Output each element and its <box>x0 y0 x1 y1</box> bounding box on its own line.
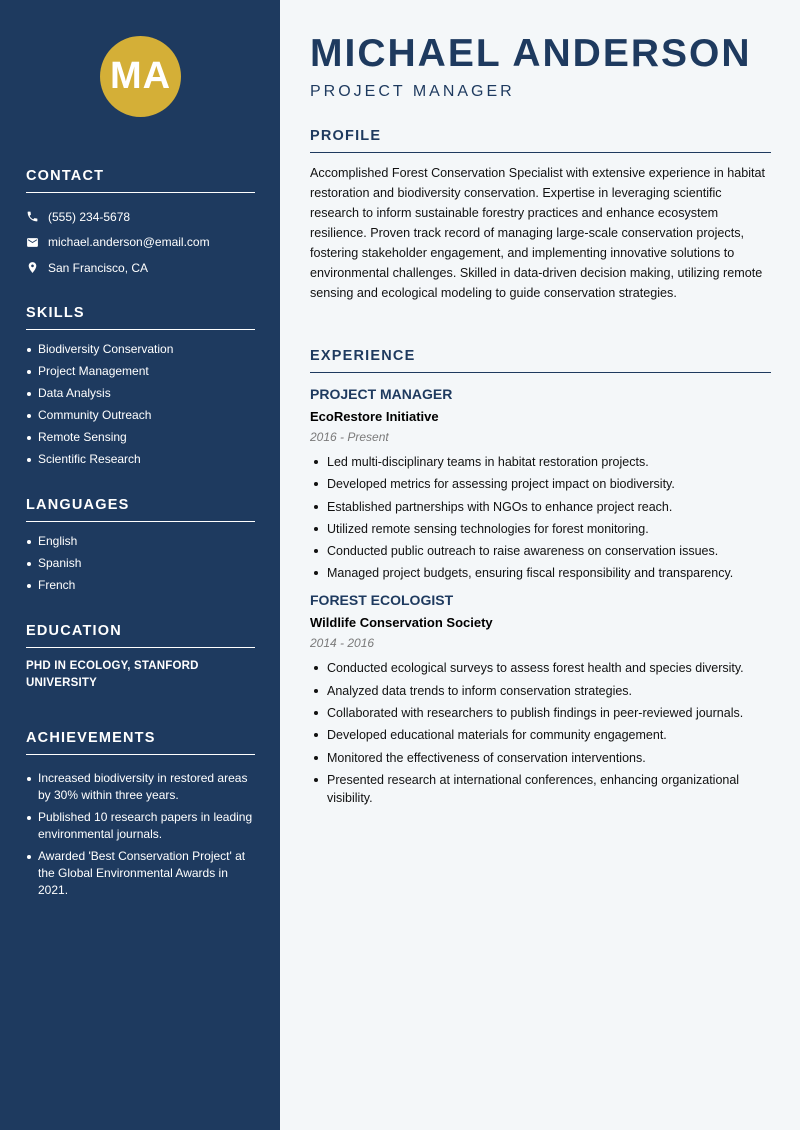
language-item: French <box>26 577 255 594</box>
contact-email <box>26 230 255 256</box>
job-company: EcoRestore Initiative <box>310 409 439 424</box>
profile-section <box>310 128 771 303</box>
education-heading: EDUCATION <box>26 623 255 648</box>
job-bullet: Collaborated with researchers to publish findings in peer-reviewed journals. <box>310 704 771 722</box>
achievements-section <box>26 730 255 904</box>
phone-number: (555) 234-5678 <box>48 209 131 224</box>
location-text: San Francisco, CA <box>48 260 149 275</box>
skill-item: Biodiversity Conservation <box>26 341 255 358</box>
skill-item: Project Management <box>26 363 255 380</box>
job-bullet: Developed educational materials for community engagement. <box>310 726 771 744</box>
person-name: MICHAEL ANDERSON <box>310 32 752 75</box>
education-degree: PHD IN ECOLOGY, STANFORD UNIVERSITY <box>26 660 199 689</box>
job-title: PROJECT MANAGER <box>310 386 453 402</box>
job-bullet: Utilized remote sensing technologies for forest monitoring. <box>310 520 771 538</box>
skill-item: Remote Sensing <box>26 429 255 446</box>
job-title: FOREST ECOLOGIST <box>310 592 454 609</box>
skill-item: Scientific Research <box>26 451 255 468</box>
skills-section <box>26 305 255 473</box>
education-section <box>26 623 255 692</box>
job-bullet: Led multi-disciplinary teams in habitat restoration projects. <box>310 453 771 471</box>
contact-heading: CONTACT <box>26 168 255 193</box>
job-title-header: PROJECT MANAGER <box>310 83 515 100</box>
contact-location <box>26 255 255 281</box>
language-item: English <box>26 533 255 550</box>
job-responsibilities <box>310 659 771 806</box>
contact-section <box>26 168 255 281</box>
job-bullet: Monitored the effectiveness of conservation interventions. <box>310 749 771 767</box>
skills-list <box>26 341 255 468</box>
phone-icon <box>26 210 39 223</box>
email-icon <box>26 236 39 249</box>
experience-heading: EXPERIENCE <box>310 348 771 373</box>
profile-text: Accomplished Forest Conservation Specialist with extensive experience in habitat restoration and biodiversity conservation. Expertise in leveraging scientific research to inform sustainable forestry practices and enhance ecosystem resilience. Proven track record of managing large-scale conservation projects, fostering stakeholder engagement, and implementing innovative solutions to environmental challenges. Skilled in data-driven decision making, utilizing remote sensing and ecological modeling to guide conservation strategies. <box>310 166 766 300</box>
job-bullet: Developed metrics for assessing project impact on biodiversity. <box>310 475 771 493</box>
job-company: Wildlife Conservation Society <box>310 615 493 631</box>
skill-item: Community Outreach <box>26 407 255 424</box>
languages-heading: LANGUAGES <box>26 497 255 522</box>
job-bullet: Presented research at international conferences, enhancing organizational visibility. <box>310 771 771 807</box>
languages-section <box>26 497 255 599</box>
contact-list <box>26 204 255 281</box>
job-bullet: Analyzed data trends to inform conservation strategies. <box>310 682 771 700</box>
achievement-item: Increased biodiversity in restored areas by 30% within three years. <box>26 770 255 804</box>
language-item: Spanish <box>26 555 255 572</box>
job-dates: 2016 - Present <box>310 430 389 444</box>
sidebar <box>0 0 280 1130</box>
job-dates: 2014 - 2016 <box>310 636 375 651</box>
achievement-item: Published 10 research papers in leading environmental journals. <box>26 809 255 843</box>
job-entry <box>310 386 771 582</box>
profile-heading: PROFILE <box>310 128 771 153</box>
email-address: michael.anderson@email.com <box>48 235 210 250</box>
job-bullet: Established partnerships with NGOs to enhance project reach. <box>310 498 771 516</box>
avatar: MA <box>100 36 181 117</box>
job-bullet: Conducted ecological surveys to assess forest health and species diversity. <box>310 659 771 677</box>
achievements-heading: ACHIEVEMENTS <box>26 730 255 755</box>
location-pin-icon <box>26 261 39 274</box>
experience-section <box>310 348 771 811</box>
achievement-item: Awarded 'Best Conservation Project' at the Global Environmental Awards in 2021. <box>26 848 255 899</box>
skills-heading: SKILLS <box>26 305 255 330</box>
job-bullet: Managed project budgets, ensuring fiscal responsibility and transparency. <box>310 564 771 582</box>
skill-item: Data Analysis <box>26 385 255 402</box>
job-entry <box>310 592 771 806</box>
job-bullet: Conducted public outreach to raise awareness on conservation issues. <box>310 542 771 560</box>
contact-phone <box>26 204 255 230</box>
job-responsibilities <box>310 453 771 582</box>
achievements-list <box>26 770 255 899</box>
languages-list <box>26 533 255 594</box>
